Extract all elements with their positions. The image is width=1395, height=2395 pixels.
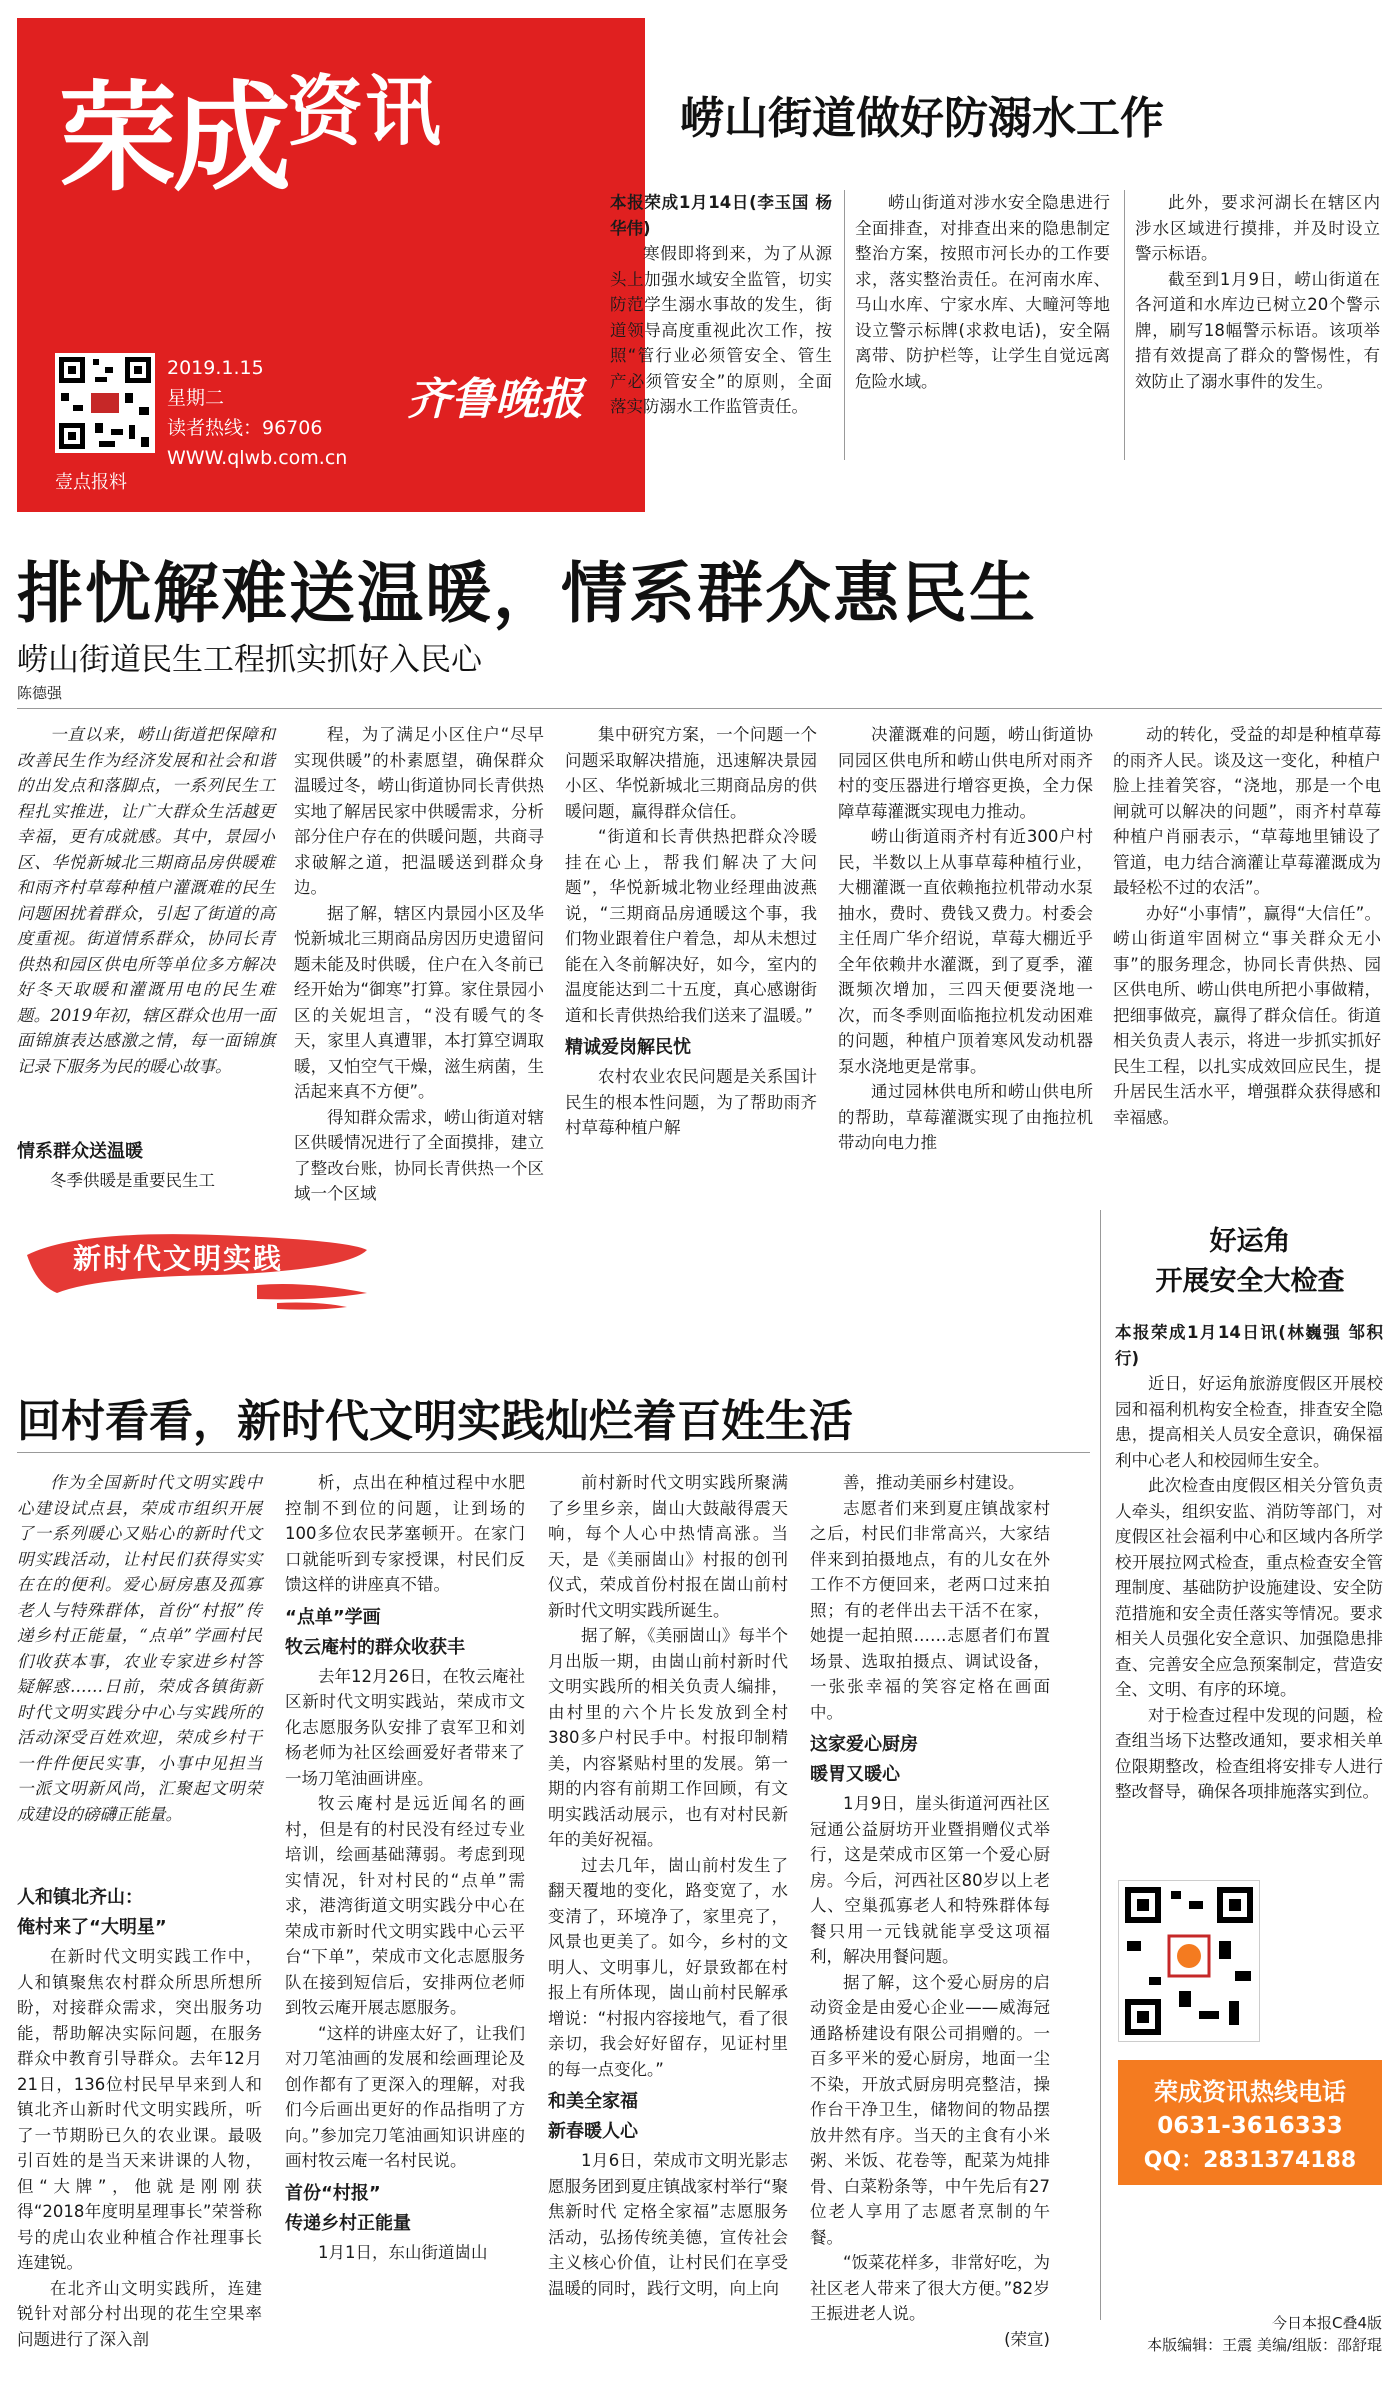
story2-col3: 集中研究方案，一个问题一个问题采取解决措施，迅速解决景园小区、华悦新城北三期商品房的供暖问题，赢得群众信任。 “街道和长青供热把群众冷暖挂在心上，帮我们解决了大问题”，华悦新城北物业经理曲波燕说，“三期商品房通暖这个事，我们物业跟着住户着急，却从未想过能在入冬前解决好，如今，室内的温度能达到二十五度，真心感谢街道和长青供热给我们送来了温暖。” 精诚爱岗解民忧 农村农业农民问题是关系国计民生的根本性问题，为了帮助雨齐村草莓种植户解 — [565, 725, 817, 1137]
story2-col5: 动的转化，受益的却是种植草莓的雨齐人民。谈及这一变化，种植户脸上挂着笑容，“浇地，那是一个电闸就可以解决的问题”，雨齐村草莓种植户肖丽表示，“草莓地里铺设了管道，电力结合滴灌让草莓灌溉成为最轻松不过的农活”。 办好“小事情”，赢得“大信任”。崂山街道牢固树立“事关群众无小事”的服务理念，协同长青供热、园区供电所、崂山供电所把小事做精，把细事做亮，赢得了群众信任。街道相关负责人表示，将进一步抓实抓好民生工程，以扎实成效回应民生，提升居民生活水平，增强群众获得感和幸福感。 — [1113, 725, 1381, 1127]
page-footer: 今日本报C叠4版 本版编辑：王震 美编/组版：邵舒琨 — [1147, 2314, 1382, 2354]
story2-col1: 一直以来，崂山街道把保障和改善民生作为经济发展和社会和谐的出发点和落脚点，一系列民生工程扎实推进，让广大群众生活越更幸福，更有成就感。其中，景园小区、华悦新城北三期商品房供暖难和雨齐村草莓种植户灌溉难的民生问题困扰着群众，引起了街道的高度重视。街道情系群众，协同长青供热和园区供电所等单位多方解决好冬天取暖和灌溉用电的民生难题。2019年初，辖区群众也用一面面锦旗表达感激之情，每一面锦旗记录下服务为民的暖心故事。 — [17, 725, 275, 1076]
story3-col4: 善，推动美丽乡村建设。 志愿者们来到夏庄镇战家村之后，村民们非常高兴，大家结伴来到拍摄地点，有的儿女在外工作不方便回来，老两口过来拍照；有的老伴出去干活不在家，她提一起拍照……志愿者们布置场景、选取拍摄点、调试设备，一张张幸福的笑容定格在画面中。 这家爱心厨房 暖胃又暖心 1月9日，崖头街道河西社区冠通公益厨坊开业暨捐赠仪式举行，这是荣成市区第一个爱心厨房。今后，河西社区80岁以上老人、空巢孤寡老人和特殊群体每餐只用一元钱就能享受这项福利，解决用餐问题。 据了解，这个爱心厨房的启动资金是由爱心企业——威海冠通路桥建设有限公司捐赠的。一百多平米的爱心厨房，地面一尘不染，开放式厨房明亮整洁，操作台干净卫生，储物间的物品摆放井然有序。当天的主食有小米粥、米饭、花卷等，配菜为炖排骨、白菜粉条等，中午先后有27位老人享用了志愿者烹制的午餐。 “饭菜花样多，非常好吃，为社区老人带来了很大方便。”82岁王振进老人说。 (荣宣) — [810, 1473, 1050, 2349]
logo: 荣成资讯 — [59, 67, 444, 207]
story2-col4: 决灌溉难的问题，崂山街道协同园区供电所和崂山供电所对雨齐村的变压器进行增容更换，全力保障草莓灌溉实现电力推动。 崂山街道雨齐村有近300户村民，半数以上从事草莓种植行业，大棚灌溉一直依赖拖拉机带动水泵抽水，费时、费钱又费力。村委会主任周广华介绍说，草莓大棚近乎全年依赖井水灌溉，到了夏季，灌溉频次增加，三四天便要浇地一次，而冬季则面临拖拉机发动困难的问题，种植户顶着寒风发动机器泵水浇地更是常事。 通过园林供电所和崂山供电所的帮助，草莓灌溉实现了由拖拉机带动向电力推 — [838, 725, 1093, 1152]
story2-subtitle: 崂山街道民生工程抓实抓好入民心 — [17, 642, 482, 678]
story3-col2: 析，点出在种植过程中水肥控制不到位的问题，让到场的100多位农民茅塞顿开。在家门口就能听到专家授课，村民们反馈这样的讲座真不错。 “点单”学画 牧云庵村的群众收获丰 去年12月26日，在牧云庵社区新时代文明实践站，荣成市文化志愿服务队安排了袁军卫和刘杨老师为社区绘画爱好者带来了一场刀笔油画讲座。 牧云庵村是远近闻名的画村，但是有的村民没有经过专业培训，绘画基础薄弱。考虑到现实情况，针对村民的“点单”需求，港湾街道文明实践分中心在荣成市新时代文明实践中心云平台“下单”，荣成市文化志愿服务队在接到短信后，安排两位老师到牧云庵开展志愿服务。 “这样的讲座太好了，让我们对刀笔油画的发展和绘画理论及创作都有了更深入的理解，对我们今后画出更好的作品指明了方向。”参加完刀笔油画知识讲座的画村牧云庵一名村民说。 首份“村报” 传递乡村正能量 1月1日，东山街道崮山 — [285, 1473, 525, 2262]
civilization-banner: 新时代文明实践 — [17, 1215, 377, 1315]
masthead — [17, 18, 645, 512]
story1-col3: 此外，要求河湖长在辖区内涉水区域进行摸排，并及时设立警示标语。 截至到1月9日，崂山街道在各河道和水库边已树立20个警示牌，刷写18幅警示标语。该项举措有效提高了群众的警惕性，有效防止了溺水事件的发生。 — [1135, 193, 1380, 391]
hotline-ad: 荣成资讯热线电话 0631-3616333 QQ：2831374188 — [1118, 2060, 1382, 2185]
story3-col1: 人和镇北齐山： 俺村来了“大明星” 在新时代文明实践工作中，人和镇聚焦农村群众所思所想所盼，对接群众需求，突出服务功能，帮助解决实际问题，在服务群众中教育引导群众。去年12月21日，136位村民早早来到人和镇北齐山新时代文明实践所，听了一节期盼已久的农业课。最吸引百姓的是当天来讲课的人物，但“大牌”，他就是刚刚获得“2018年度明星理事长”荣誉称号的虎山农业种植合作社理事长连建锐。 在北齐山文明实践所，连建锐针对部分村出现的花生空果率问题进行了深入剖 — [17, 1887, 262, 2349]
story2-title: 排忧解难送温暖，情系群众惠民生 — [17, 555, 1037, 632]
story3-lead: 作为全国新时代文明实践中心建设试点县，荣成市组织开展了一系列暖心又贴心的新时代文明实践活动，让村民们获得实实在在的便利。爱心厨房惠及孤寡老人与特殊群体，首份“村报”传递乡村正能量，“点单”学画村民们收获本事，农业专家进乡村答疑解惑……日前，荣成各镇街新时代文明实践分中心与实践所的活动深受百姓欢迎，荣成乡村干一件件便民实事，小事中见担当一派文明新风尚，汇聚起文明荣成建设的磅礴正能量。 — [17, 1473, 262, 1824]
story1-col2: 崂山街道对涉水安全隐患进行全面排查，对排查出来的隐患制定整治方案，按照市河长办的工作要求，落实整治责任。在河南水库、马山水库、宁家水库、大疃河等地设立警示标牌(求救电话)，安全隔离带、防护栏等，让学生自觉远离危险水域。 — [855, 193, 1110, 391]
qr-caption: 壹点报料 — [55, 472, 127, 493]
story3-title: 回村看看，新时代文明实践灿烂着百姓生活 — [17, 1396, 853, 1447]
paper-name: 齐鲁晚报 — [407, 374, 583, 425]
story1-col1: 本报荣成1月14日(李玉国 杨华伟) 寒假即将到来，为了从源头上加强水域安全监管，切实防范学生溺水事故的发生，街道领导高度重视此次工作，按照“管行业必须管安全、管生产必须管安全”的原则，全面落实防溺水工作监管责任。 — [610, 193, 832, 416]
story2-col1-sub: 情系群众送温暖 冬季供暖是重要民生工 — [17, 1141, 215, 1190]
sidebar-story: 本报荣成1月14日讯(林巍强 邹积行) 近日，好运角旅游度假区开展校园和福利机构安全检查，排查安全隐患，提高相关人员安全意识，确保福利中心老人和校园师生安全。 此次检查由度假区相关分管负责人牵头，组织安监、消防等部门，对度假区社会福利中心和区域内各所学校开展拉网式检查，重点检查安全管理制度、基础防护设施建设、安全防范措施和安全责任落实等情况。要求相关人员强化安全意识、加强隐患排查、完善安全应急预案制定，营造安全、文明、有序的环境。 对于检查过程中发现的问题，检查组当场下达整改通知，要求相关单位限期整改，检查组将安排专人进行整改督导，确保各项排施落实到位。 — [1115, 1323, 1383, 1801]
story1-title: 崂山街道做好防溺水工作 — [680, 93, 1164, 144]
story2-byline: 陈德强 — [17, 684, 63, 702]
story2-col2: 程，为了满足小区住户“尽早实现供暖”的朴素愿望，确保群众温暖过冬，崂山街道协同长青供热实地了解居民家中供暖需求，分析部分住户存在的供暖问题，共商寻求破解之道，把温暖送到群众身边。 据了解，辖区内景园小区及华悦新城北三期商品房因历史遗留问题未能及时供暖，住户在入冬前已经开始为“御寒”打算。家住景园小区的关妮坦言，“没有暖气的冬天，家里人真遭罪，本打算空调取暖，又怕空气干燥，滋生病菌，生活起来真不方便”。 得知群众需求，崂山街道对辖区供暖情况进行了全面摸排，建立了整改台账，协同长青供热一个区域一个区域 — [294, 725, 544, 1203]
qr-code — [55, 353, 155, 453]
ad-qr-code — [1118, 1880, 1260, 2042]
sidebar-title: 好运角 开展安全大检查 — [1155, 1226, 1345, 1297]
masthead-info: 2019.1.15 星期二 读者热线：96706 WWW.qlwb.com.cn — [167, 357, 348, 469]
story3-col3: 前村新时代文明实践所聚满了乡里乡亲，崮山大鼓敲得震天响，每个人心中热情高涨。当天，是《美丽崮山》村报的创刊仪式，荣成首份村报在崮山前村新时代文明实践所诞生。 据了解，《美丽崮山》每半个月出版一期，由崮山前村新时代文明实践所的相关负责人编排，由村里的六个片长发放到全村380多户村民手中。村报印制精美，内容紧贴村里的发展。第一期的内容有前期工作回顾，有文明实践活动展示，也有对村民新年的美好祝福。 过去几年，崮山前村发生了翻天覆地的变化，路变宽了，水变清了，环境净了，家里亮了，风景也更美了。如今，乡村的文明人、文明事儿，好景致都在村报上有所体现，崮山前村民解承增说：“村报内容接地气，看了很亲切，我会好好留存，见证村里的每一点变化。” 和美全家福 新春暖人心 1月6日，荣成市文明光影志愿服务团到夏庄镇战家村举行“聚焦新时代 定格全家福”志愿服务活动，弘扬传统美德，宣传社会主义核心价值，让村民们在享受温暖的同时，践行文明，向上向 — [548, 1473, 788, 2298]
